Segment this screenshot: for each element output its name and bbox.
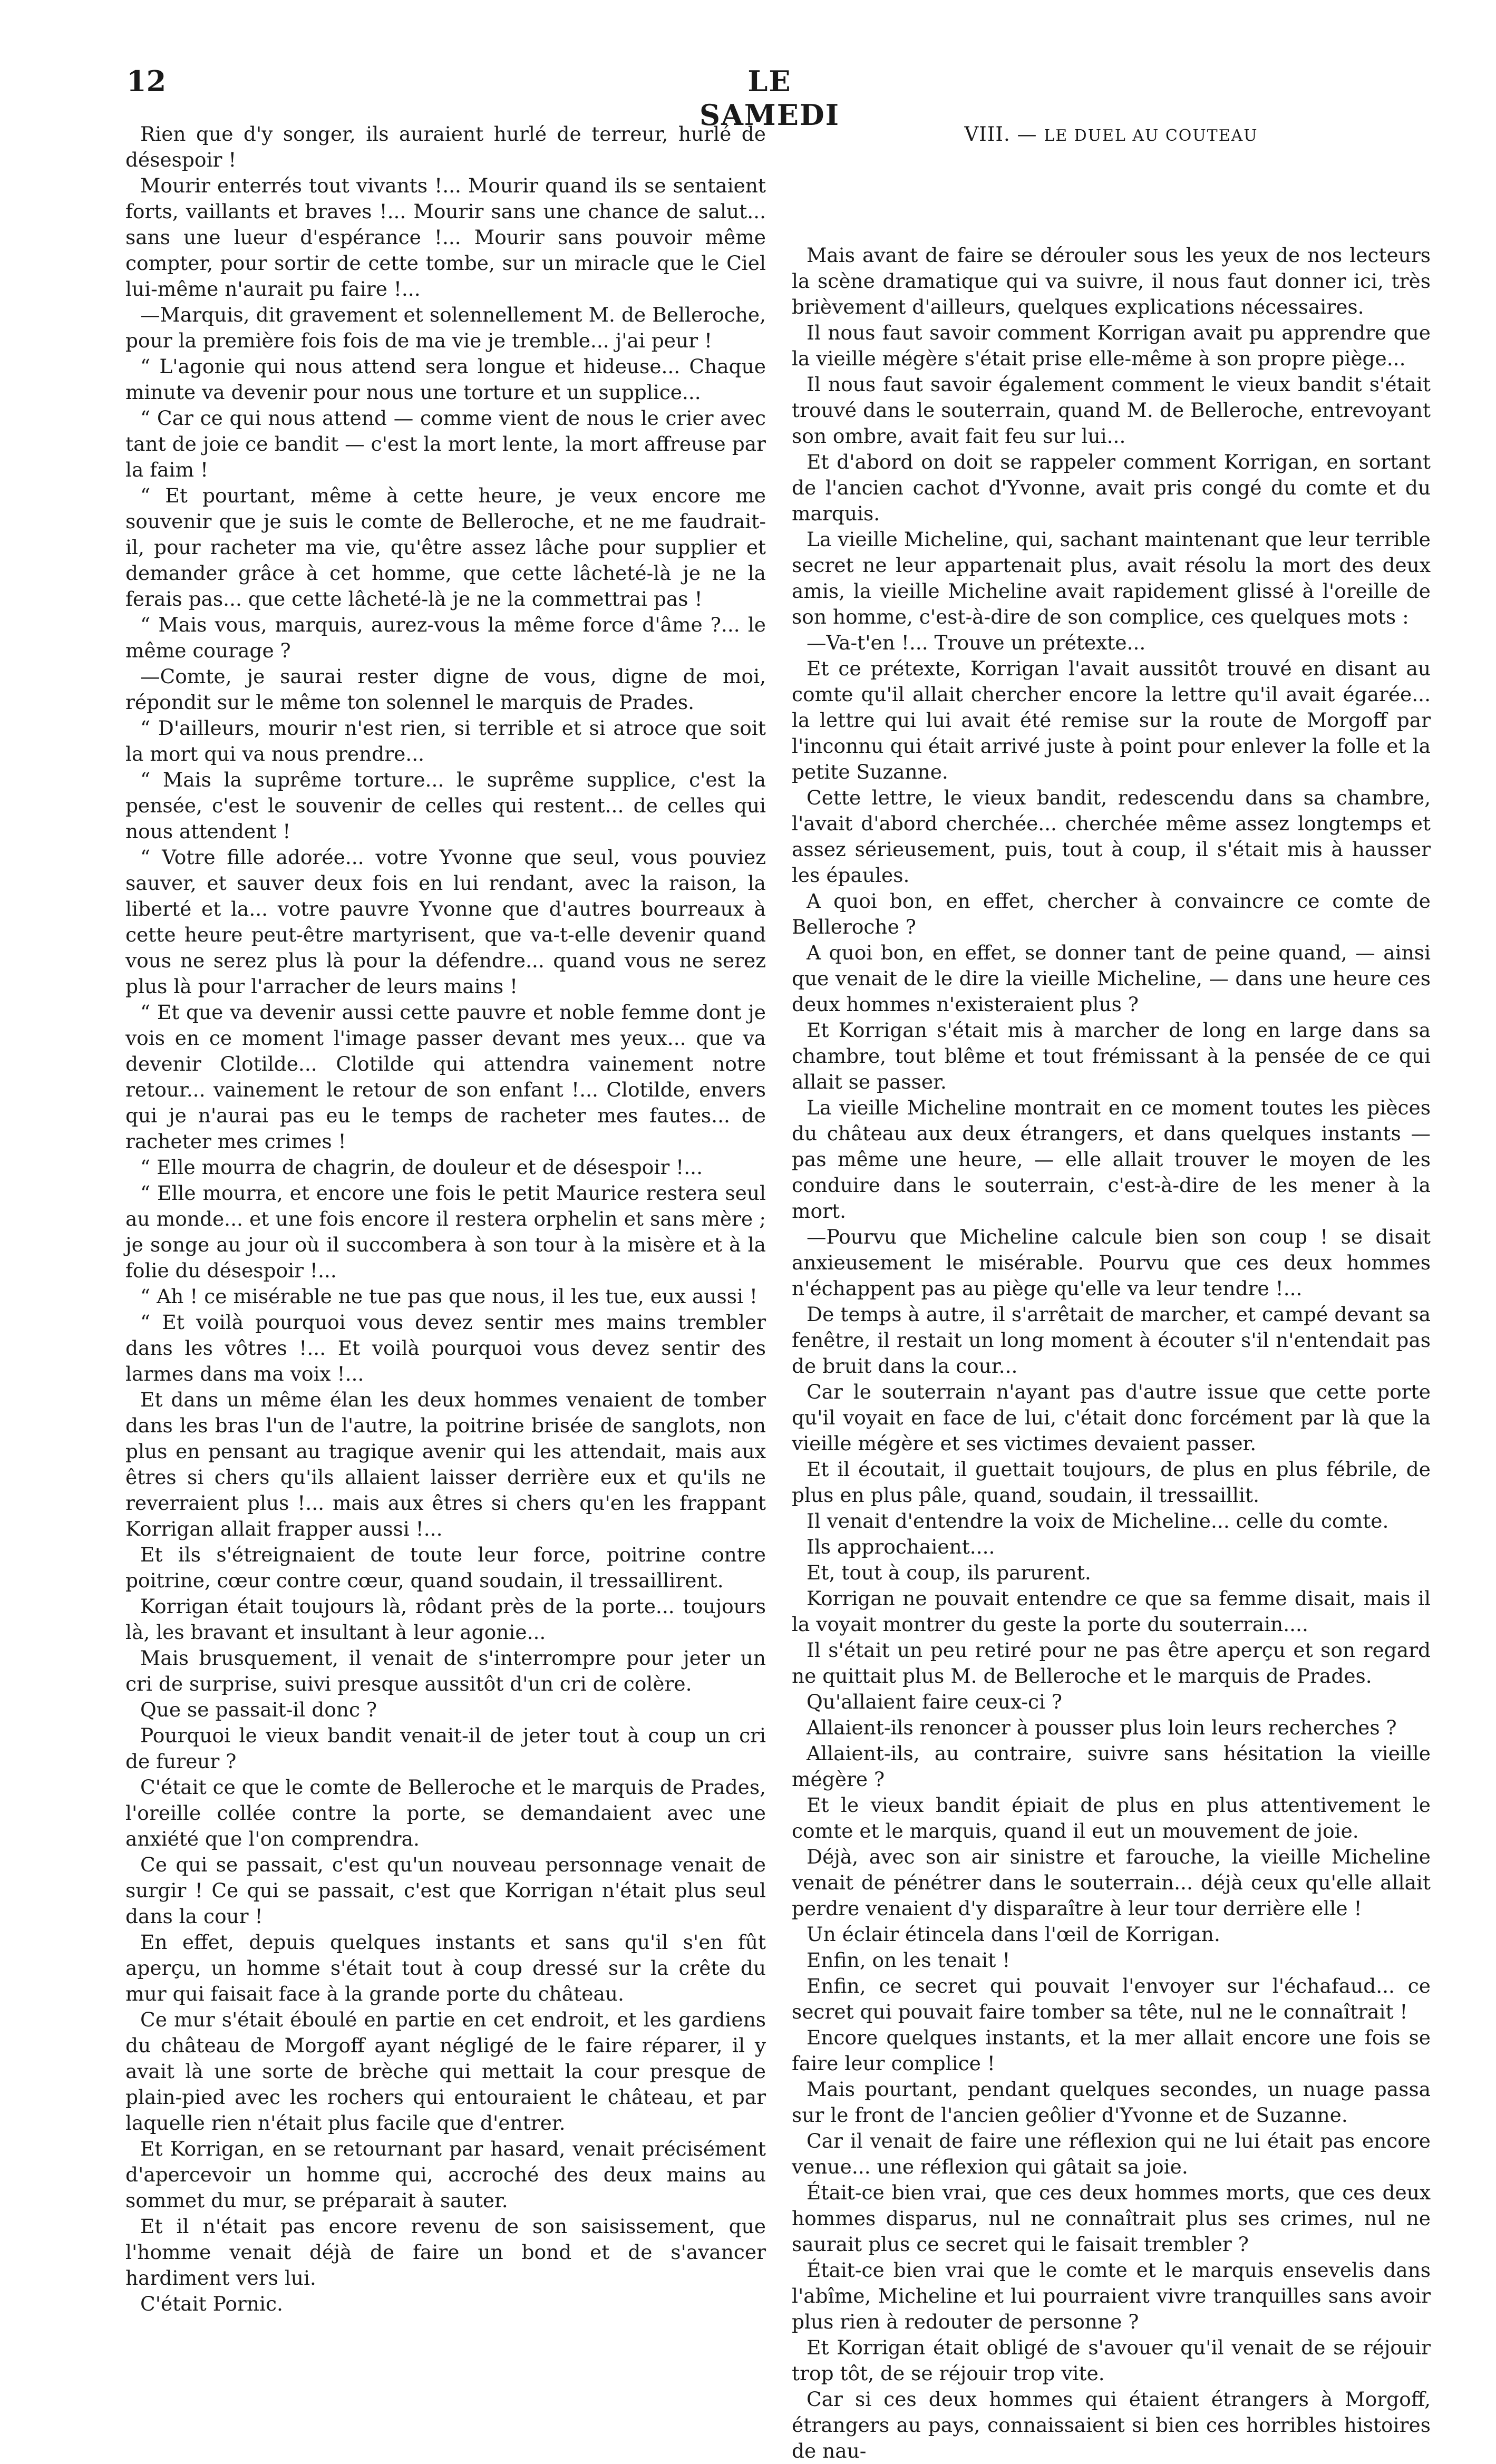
paragraph: —Marquis, dit gravement et solennellement M. de Belleroche, pour la première fois fois de ma vie je tremble... j'ai peur !	[125, 303, 766, 352]
paragraph: A quoi bon, en effet, se donner tant de peine quand, — ainsi que venait de le dire la vieille Micheline, — dans une heure ces deux hommes n'existeraient plus ?	[792, 941, 1431, 1016]
paragraph: Et Korrigan était obligé de s'avouer qu'il venait de se réjouir trop tôt, de se réjouir trop vite.	[792, 2336, 1431, 2385]
paragraph: Ce qui se passait, c'est qu'un nouveau personnage venait de surgir ! Ce qui se passait, c'est que Korrigan n'était plus seul dans la cour !	[125, 1853, 766, 1928]
paragraph: “ Elle mourra de chagrin, de douleur et de désespoir !...	[140, 1156, 703, 1179]
paragraph: Et Korrigan s'était mis à marcher de long en large dans sa chambre, tout blême et tout frémissant à la pensée de ce qui allait se passer.	[792, 1018, 1431, 1093]
paragraph: —Comte, je saurai rester digne de vous, digne de moi, répondit sur le même ton solennel le marquis de Prades.	[125, 665, 766, 714]
paragraph: “ Et pourtant, même à cette heure, je veux encore me souvenir que je suis le comte de Belleroche, et ne me faudrait-il, pour racheter ma vie, qu'être assez lâche pour supplier et demander grâce à cet homme, que cette lâcheté-là je ne la ferais pas... que cette lâcheté-là je ne la commettrai pas !	[125, 484, 766, 610]
paragraph: Korrigan était toujours là, rôdant près de la porte... toujours là, les bravant et insultant à leur agonie...	[125, 1595, 766, 1644]
paragraph: Et dans un même élan les deux hommes venaient de tomber dans les bras l'un de l'autre, la poitrine brisée de sanglots, non plus en pensant au tragique avenir qui les attendait, mais aux êtres si chers qu'ils allaient laisser derrière eux et qu'ils ne reverraient plus !... mais aux êtres si chers qu'en les frappant Korrigan allait frapper aussi !...	[125, 1388, 766, 1540]
paragraph: Il nous faut savoir également comment le vieux bandit s'était trouvé dans le souterrain, quand M. de Belleroche, entrevoyant son ombre, avait fait feu sur lui...	[792, 373, 1431, 448]
paragraph: Car le souterrain n'ayant pas d'autre issue que cette porte qu'il voyait en face de lui, c'était donc forcément par là que la vieille mégère et ses victimes devaient passer.	[792, 1380, 1431, 1455]
paragraph: Car si ces deux hommes qui étaient étrangers à Morgoff, étrangers au pays, connaissaient si bien ces horribles histoires de nau-	[792, 2388, 1431, 2462]
paragraph: La vieille Micheline, qui, sachant maintenant que leur terrible secret ne leur appartenait plus, avait résolu la mort des deux amis, la vieille Micheline avait rapidement glissé à l'oreille de son homme, c'est-à-dire de son complice, ces quelques mots :	[792, 528, 1431, 628]
page-number: 12	[127, 64, 167, 98]
paragraph: Et il écoutait, il guettait toujours, de plus en plus fébrile, de plus en plus pâle, quand, soudain, il tressaillit.	[792, 1458, 1431, 1507]
paragraph: Encore quelques instants, et la mer allait encore une fois se faire leur complice !	[792, 2026, 1431, 2075]
paragraph: Et le vieux bandit épiait de plus en plus attentivement le comte et le marquis, quand il eut un mouvement de joie.	[792, 1793, 1431, 1842]
left-column	[125, 121, 766, 2317]
paragraph: “ Ah ! ce misérable ne tue pas que nous, il les tue, eux aussi !	[140, 1285, 757, 1308]
paragraph: Était-ce bien vrai, que ces deux hommes morts, que ces deux hommes disparus, nul ne connaîtrait plus ses crimes, nul ne saurait plus ce secret qui le faisait trembler ?	[792, 2181, 1431, 2256]
paragraph: Et ils s'étreignaient de toute leur force, poitrine contre poitrine, cœur contre cœur, quand soudain, il tressaillirent.	[125, 1543, 766, 1592]
chapter-number: VIII. —	[964, 123, 1037, 145]
paragraph: Et, tout à coup, ils parurent.	[807, 1561, 1091, 1584]
paragraph: De temps à autre, il s'arrêtait de marcher, et campé devant sa fenêtre, il restait un long moment à écouter s'il n'entendait pas de bruit dans la cour...	[792, 1303, 1431, 1377]
paragraph: Il venait d'entendre la voix de Micheline... celle du comte.	[807, 1509, 1389, 1532]
paragraph: —Va-t'en !... Trouve un prétexte...	[807, 631, 1146, 654]
paragraph: Et il n'était pas encore revenu de son saisissement, que l'homme venait déjà de faire un bond et de s'avancer hardiment vers lui.	[125, 2215, 766, 2290]
paragraph: Il nous faut savoir comment Korrigan avait pu apprendre que la vieille mégère s'était prise elle-même à son propre piège...	[792, 321, 1431, 370]
paragraph: A quoi bon, en effet, chercher à convaincre ce comte de Belleroche ?	[792, 889, 1431, 938]
paragraph: —Pourvu que Micheline calcule bien son coup ! se disait anxieusement le misérable. Pourvu que ces deux hommes n'échappent pas au piège qu'elle va leur tendre !...	[792, 1225, 1431, 1300]
paragraph: Ils approchaient....	[807, 1535, 995, 1558]
page-header	[0, 0, 1496, 132]
paragraph: Enfin, ce secret qui pouvait l'envoyer sur l'échafaud... ce secret qui pouvait faire tomber sa tête, nul ne le connaîtrait !	[792, 1974, 1431, 2023]
paragraph: C'était ce que le comte de Belleroche et le marquis de Prades, l'oreille collée contre la porte, se demandaient avec une anxiété que l'on comprendra.	[125, 1776, 766, 1850]
paragraph: “ Et voilà pourquoi vous devez sentir mes mains trembler dans les vôtres !... Et voilà pourquoi vous devez sentir des larmes dans ma voix !...	[125, 1311, 766, 1385]
paragraph: Était-ce bien vrai que le comte et le marquis ensevelis dans l'abîme, Micheline et lui pourraient vivre tranquilles sans avoir plus rien à redouter de personne ?	[792, 2258, 1431, 2333]
chapter-heading	[792, 121, 1431, 149]
paragraph: “ D'ailleurs, mourir n'est rien, si terrible et si atroce que soit la mort qui va nous prendre...	[125, 716, 766, 765]
paragraph: “ Et que va devenir aussi cette pauvre et noble femme dont je vois en ce moment l'image passer devant mes yeux... que va devenir Clotilde... Clotilde qui attendra vainement notre retour... vainement le retour de son enfant !... Clotilde, envers qui je n'aurai pas eu le temps de racheter mes fautes... de racheter mes crimes !	[125, 1001, 766, 1153]
paragraph: Déjà, avec son air sinistre et farouche, la vieille Micheline venait de pénétrer dans le souterrain... déjà ceux qu'elle allait perdre venaient d'y disparaître à leur tour derrière elle !	[792, 1845, 1431, 1920]
paragraph: “ Car ce qui nous attend — comme vient de nous le crier avec tant de joie ce bandit — c'est la mort lente, la mort affreuse par la faim !	[125, 406, 766, 481]
paragraph: Mais avant de faire se dérouler sous les yeux de nos lecteurs la scène dramatique qui va suivre, il nous faut donner ici, très brièvement d'ailleurs, quelques explications nécessaires.	[792, 244, 1431, 318]
paragraph: Allaient-ils, au contraire, suivre sans hésitation la vieille mégère ?	[792, 1742, 1431, 1791]
paragraph: Enfin, on les tenait !	[807, 1948, 1011, 1972]
paragraph: Mais brusquement, il venait de s'interrompre pour jeter un cri de surprise, suivi presque aussitôt d'un cri de colère.	[125, 1646, 766, 1695]
paragraph: “ Votre fille adorée... votre Yvonne que seul, vous pouviez sauver, et sauver deux fois en lui rendant, avec la raison, la liberté et la... votre pauvre Yvonne que d'autres bourreaux à cette heure peut-être martyrisent, que va-t-elle devenir quand vous ne serez plus là pour la défendre... quand vous ne serez plus là pour l'arracher de leurs mains !	[125, 846, 766, 998]
paragraph: Ce mur s'était éboulé en partie en cet endroit, et les gardiens du château de Morgoff ayant négligé de le faire réparer, il y avait là une sorte de brèche qui mettait la cour presque de plain-pied avec les rochers qui entouraient le château, et par laquelle rien n'était plus facile que d'entrer.	[125, 2008, 766, 2135]
paragraph: Un éclair étincela dans l'œil de Korrigan.	[807, 1923, 1220, 1946]
right-column-text	[792, 242, 1431, 2464]
chapter-title: LE DUEL AU COUTEAU	[1044, 127, 1258, 145]
paragraph: Que se passait-il donc ?	[140, 1698, 377, 1721]
journal-title: LE SAMEDI	[700, 64, 840, 132]
paragraph: Qu'allaient faire ceux-ci ?	[807, 1690, 1063, 1713]
paragraph: “ L'agonie qui nous attend sera longue et hideuse... Chaque minute va devenir pour nous une torture et un supplice...	[125, 355, 766, 404]
paragraph: La vieille Micheline montrait en ce moment toutes les pièces du château aux deux étrangers, et dans quelques instants — pas même une heure, — elle allait trouver le moyen de les conduire dans le souterrain, c'est-à-dire de les mener à la mort.	[792, 1096, 1431, 1223]
paragraph: Rien que d'y songer, ils auraient hurlé de terreur, hurlé de désespoir !	[125, 122, 766, 171]
paragraph: Et ce prétexte, Korrigan l'avait aussitôt trouvé en disant au comte qu'il allait chercher encore la lettre qu'il avait égarée... la lettre qui lui avait été remise sur la route de Morgoff par l'inconnu qui était arrivé juste à point pour enlever la folle et la petite Suzanne.	[792, 657, 1431, 783]
paragraph: C'était Pornic.	[140, 2292, 283, 2315]
paragraph: Mais pourtant, pendant quelques secondes, un nuage passa sur le front de l'ancien geôlier d'Yvonne et de Suzanne.	[792, 2078, 1431, 2127]
paragraph: En effet, depuis quelques instants et sans qu'il s'en fût aperçu, un homme s'était tout à coup dressé sur la crête du mur qui faisait face à la grande porte du château.	[125, 1931, 766, 2005]
paragraph: “ Mais vous, marquis, aurez-vous la même force d'âme ?... le même courage ?	[125, 613, 766, 662]
paragraph: Cette lettre, le vieux bandit, redescendu dans sa chambre, l'avait d'abord cherchée... cherchée même assez longtemps et assez sérieusement, puis, tout à coup, il s'était mis à hausser les épaules.	[792, 786, 1431, 887]
paragraph: “ Mais la suprême torture... le suprême supplice, c'est la pensée, c'est le souvenir de celles qui restent... de celles qui nous attendent !	[125, 768, 766, 843]
paragraph: Il s'était un peu retiré pour ne pas être aperçu et son regard ne quittait plus M. de Belleroche et le marquis de Prades.	[792, 1638, 1431, 1687]
paragraph: Car il venait de faire une réflexion qui ne lui était pas encore venue... une réflexion qui gâtait sa joie.	[792, 2129, 1431, 2178]
paragraph: Et d'abord on doit se rappeler comment Korrigan, en sortant de l'ancien cachot d'Yvonne, avait pris congé du comte et du marquis.	[792, 450, 1431, 525]
paragraph: Pourquoi le vieux bandit venait-il de jeter tout à coup un cri de fureur ?	[125, 1724, 766, 1773]
paragraph: Allaient-ils renoncer à pousser plus loin leurs recherches ?	[807, 1716, 1397, 1739]
paragraph: Mourir enterrés tout vivants !... Mourir quand ils se sentaient forts, vaillants et braves !... Mourir sans une chance de salut... sans une lueur d'espérance !... Mourir sans pouvoir même compter, pour sortir de cette tombe, sur un miracle que le Ciel lui-même n'aurait pu faire !...	[125, 174, 766, 300]
paragraph: Korrigan ne pouvait entendre ce que sa femme disait, mais il la voyait montrer du geste la porte du souterrain....	[792, 1587, 1431, 1636]
right-column	[792, 121, 1431, 2464]
paragraph: Et Korrigan, en se retournant par hasard, venait précisément d'apercevoir un homme qui, accroché des deux mains au sommet du mur, se préparait à sauter.	[125, 2137, 766, 2212]
paragraph: “ Elle mourra, et encore une fois le petit Maurice restera seul au monde... et une fois encore il restera orphelin et sans mère ; je songe au jour où il succombera à son tour à la misère et à la folie du désespoir !...	[125, 1181, 766, 1282]
